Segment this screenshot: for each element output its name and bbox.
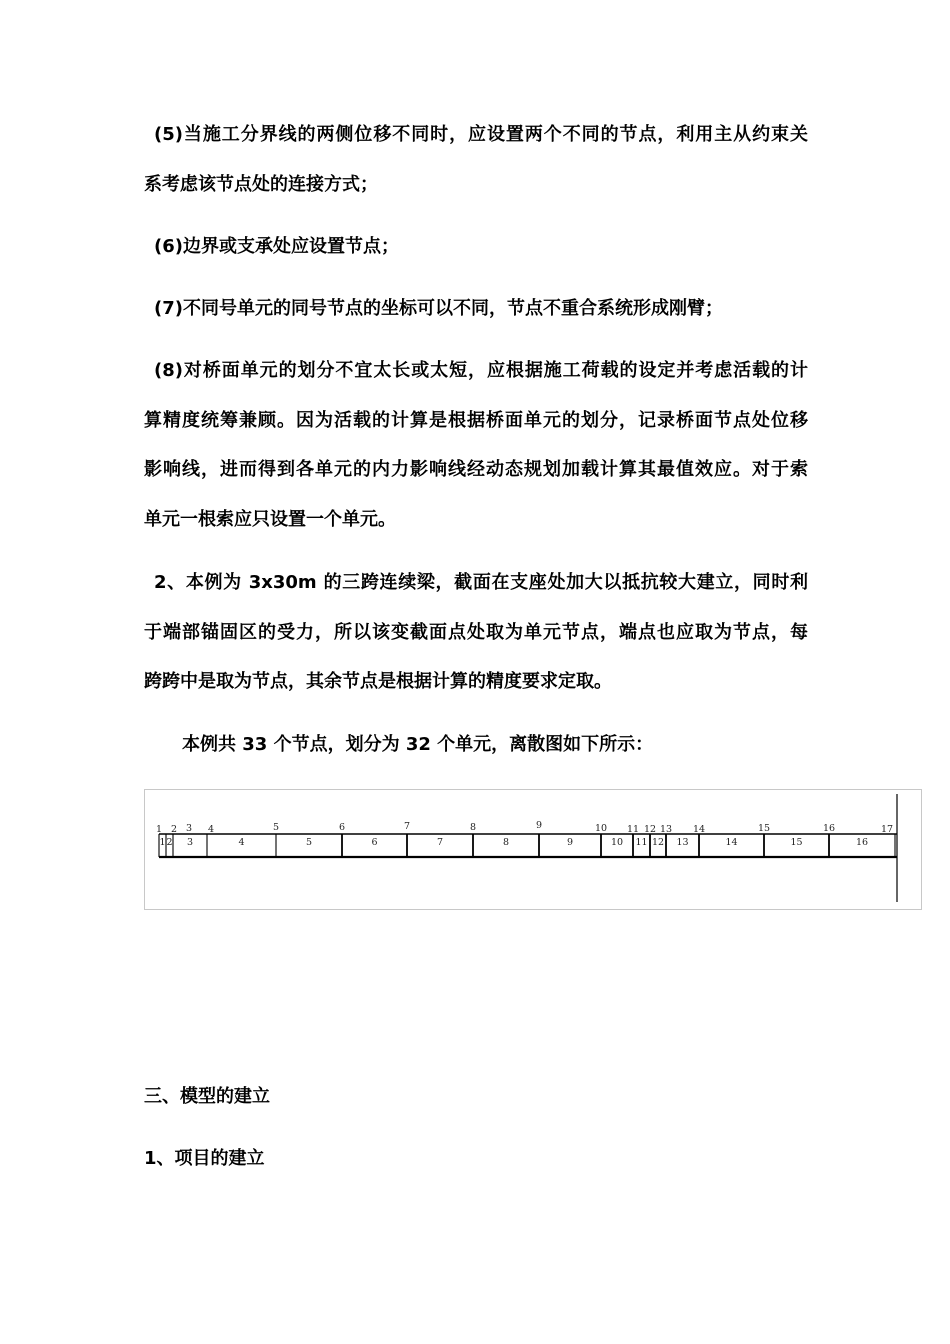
element-label: 1	[159, 837, 166, 848]
element-label: 6	[371, 837, 378, 848]
element-label: 13	[676, 837, 689, 848]
paragraph-7	[144, 284, 808, 334]
paragraph-5	[144, 110, 808, 209]
node-label: 15	[757, 823, 771, 834]
paragraph-node-count	[144, 720, 808, 770]
node-label: 6	[338, 822, 346, 833]
text-line: 跨跨中是取为节点，其余节点是根据计算的精度要求定取。	[144, 671, 612, 692]
element-label: 16	[855, 837, 869, 848]
node-label: 4	[207, 824, 215, 835]
node-label: 11	[626, 824, 640, 835]
node-label: 2	[170, 824, 178, 835]
node-label: 16	[822, 823, 836, 834]
text-line: 影响线，进而得到各单元的内力影响线经动态规划加载计算其最值效应。对于索	[144, 459, 808, 480]
element-label: 9	[566, 837, 574, 848]
element-label: 11	[635, 837, 648, 848]
node-label: 13	[659, 824, 673, 835]
element-label: 15	[790, 837, 803, 848]
text-line: 于端部锚固区的受力，所以该变截面点处取为单元节点，端点也应取为节点，每	[144, 621, 808, 643]
text-line: (8)对桥面单元的划分不宜太长或太短，应根据施工荷载的设定并考虑活载的计	[154, 360, 808, 381]
element-label: 12	[651, 837, 665, 848]
text-line: (6)边界或支承处应设置节点；	[154, 236, 399, 257]
element-label: 10	[610, 837, 624, 848]
element-label: 3	[186, 837, 194, 848]
subsection-heading: 1、项目的建立	[144, 1148, 265, 1169]
element-label: 8	[502, 837, 510, 848]
text-line: (5)当施工分界线的两侧位移不同时，应设置两个不同的节点，利用主从约束关	[154, 124, 808, 145]
paragraph-6	[144, 222, 808, 272]
node-label: 3	[185, 823, 193, 834]
text-line: 单元一根索应只设置一个单元。	[144, 508, 396, 530]
node-label: 5	[272, 822, 280, 833]
element-label: 5	[305, 837, 313, 848]
discretization-diagram	[145, 790, 923, 911]
node-label: 8	[469, 822, 477, 833]
node-label: 1	[155, 824, 163, 835]
paragraph-8	[144, 346, 808, 544]
section-heading: 三、模型的建立	[144, 1086, 270, 1107]
discretization-figure	[144, 789, 922, 910]
element-label: 7	[436, 837, 444, 848]
text-line: (7)不同号单元的同号节点的坐标可以不同，节点不重合系统形成刚臂；	[154, 298, 723, 319]
text-line: 本例共 33 个节点，划分为 32 个单元，离散图如下所示：	[182, 734, 654, 755]
element-label: 2	[166, 837, 173, 848]
node-label: 9	[535, 820, 543, 831]
element-label: 4	[238, 837, 245, 848]
node-label: 17	[880, 824, 894, 835]
paragraph-2	[144, 558, 808, 707]
node-label: 10	[594, 823, 608, 834]
text-line: 算精度统筹兼顾。因为活载的计算是根据桥面单元的划分，记录桥面节点处位移	[144, 409, 808, 431]
node-label: 7	[403, 821, 411, 832]
node-label: 14	[692, 824, 706, 835]
element-label: 14	[725, 837, 738, 848]
text-line: 系考虑该节点处的连接方式；	[144, 173, 378, 195]
text-line: 2、本例为 3x30m 的三跨连续梁，截面在支座处加大以抵抗较大建立，同时利	[154, 572, 808, 593]
node-label: 12	[643, 824, 657, 835]
